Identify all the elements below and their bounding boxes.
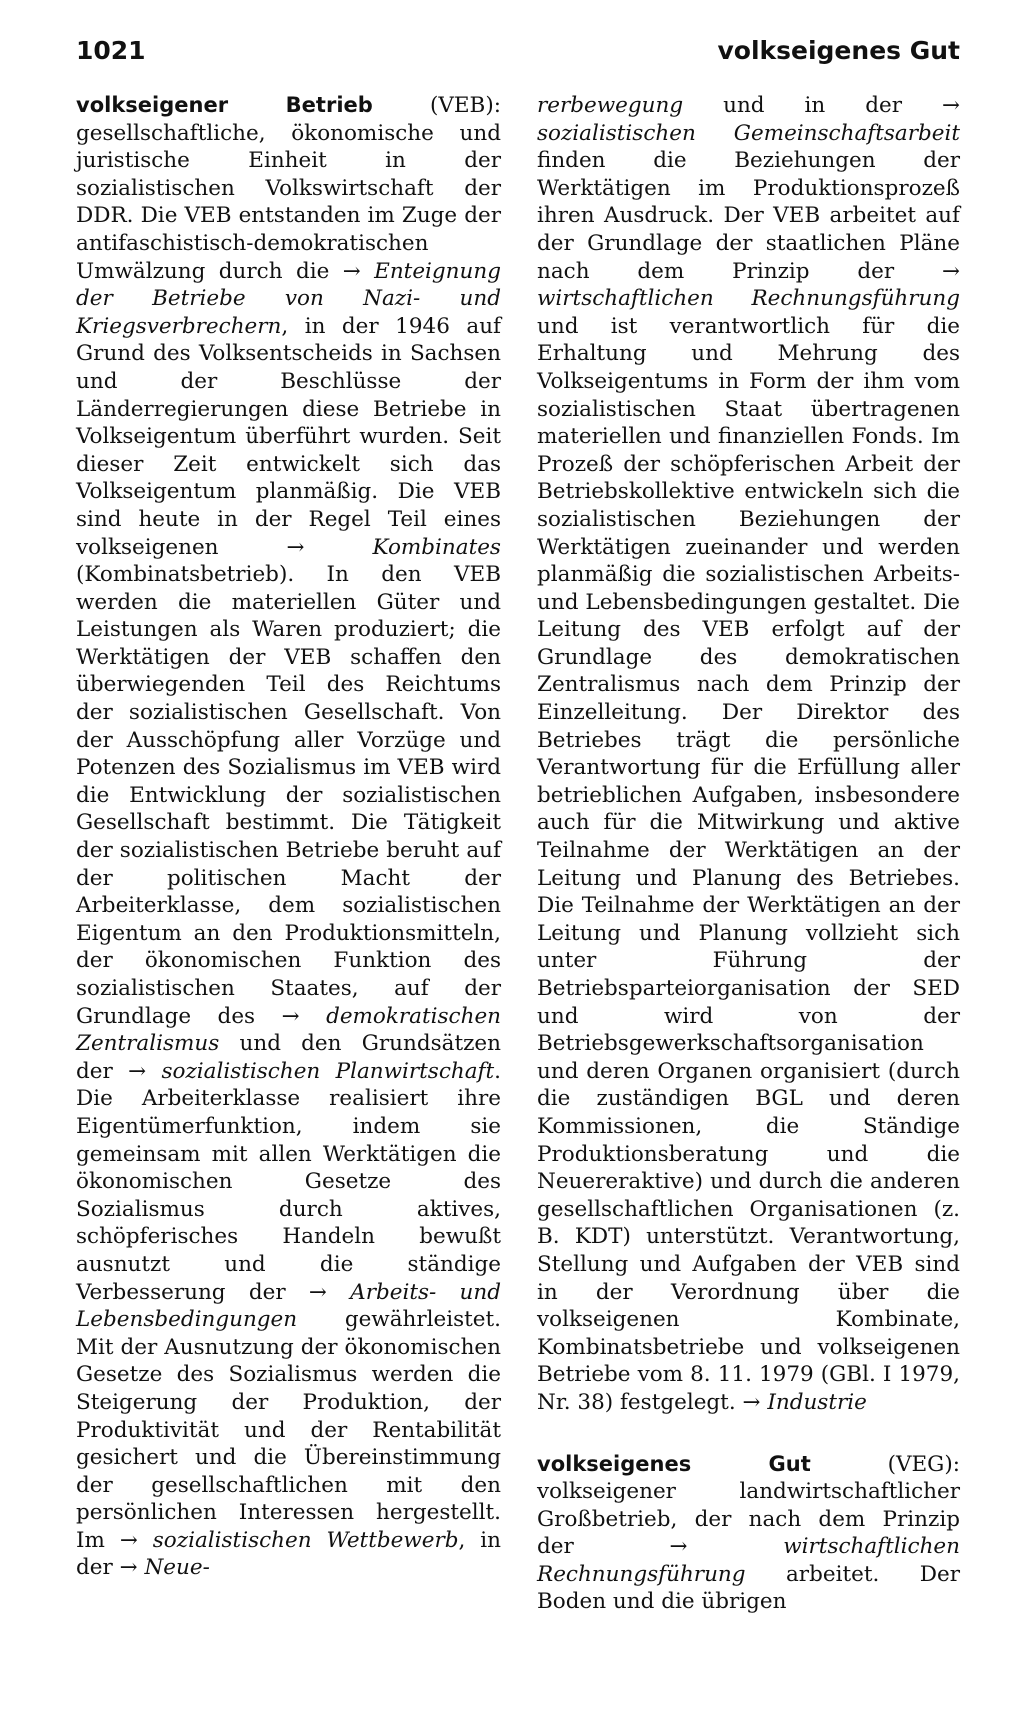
cross-reference[interactable]: Neue-: [144, 1555, 210, 1581]
entry-lemma: volkseigenes Gut: [537, 1451, 811, 1476]
cross-ref-arrow-icon: →: [281, 1003, 300, 1029]
entry-text: und in der: [683, 93, 942, 118]
cross-ref-arrow-icon: →: [941, 93, 960, 118]
entry-text: . Die Arbeiterklasse realisiert ihre Eigentümerfunktion, indem sie gemeinsam mit allen Werktätigen die ökonomischen Gesetze des Sozialismus durch aktives, schöpferisches Handeln bewußt ausnutzt und die ständige Verbesserung der: [76, 1058, 501, 1305]
entry-text: finden die Beziehungen der Werktätigen im Produktionsprozeß ihren Ausdruck. Der VEB arbeitet auf der Grundlage der staatlichen Pläne nach dem Prinzip der: [537, 148, 960, 284]
page-header: [76, 36, 960, 76]
cross-reference[interactable]: Kombinates: [372, 534, 501, 560]
column-left: [76, 92, 501, 1582]
cross-reference[interactable]: sozialistischen Wettbewerb: [152, 1527, 459, 1553]
cross-ref-arrow-icon: →: [308, 1279, 327, 1305]
cross-ref-arrow-icon: →: [669, 1534, 688, 1560]
entry-text: (VEG): volkseigener landwirtschaftlicher Großbetrieb, der nach dem Prinzip der: [537, 1451, 960, 1560]
cross-ref-arrow-icon: →: [342, 258, 361, 284]
cross-reference[interactable]: sozialistischen Gemeinschaftsarbeit: [537, 120, 960, 146]
cross-reference[interactable]: Industrie: [767, 1389, 867, 1415]
entry-text: und den Grundsätzen der: [76, 1031, 501, 1084]
cross-reference[interactable]: rerbewegung: [537, 93, 684, 118]
entry-text: gewährleistet. Mit der Ausnutzung der ökonomischen Gesetze des Sozialismus werden die Steigerung der Produktion, der Produktivität und der Rentabilität gesichert und die Übereinstimmung der gesellschaftlichen mit den persönlichen Interessen hergestellt. Im: [76, 1307, 501, 1553]
entry-volkseigener-betrieb: [76, 92, 501, 1582]
cross-ref-arrow-icon: →: [286, 534, 305, 560]
cross-ref-arrow-icon: →: [119, 1527, 138, 1553]
entry-text: (Kombinatsbetrieb). In den VEB werden die materiellen Güter und Leistungen als Waren produziert; die Werktätigen der VEB schaffen den überwiegenden Teil des Reichtums der sozialistischen Gesellschaft. Von der Ausschöpfung aller Vorzüge und Potenzen des Sozialismus im VEB wird die Entwicklung der sozialistischen Gesellschaft bestimmt. Die Tätigkeit der sozialistischen Betriebe beruht auf der politischen Macht der Arbeiterklasse, dem sozialistischen Eigentum an den Produktionsmitteln, der ökonomischen Funktion des sozialistischen Staates, auf der Grundlage des: [76, 562, 501, 1029]
column-right: [537, 92, 960, 1616]
cross-ref-arrow-icon: →: [119, 1555, 138, 1581]
entry-text: und ist verantwortlich für die Erhaltung und Mehrung des Volkseigentums in Form der ihm vom sozialistischen Staat übertragenen materiellen und finanziellen Fonds. Im Prozeß der schöpferischen Arbeit der Betriebskollektive entwickeln sich die sozialistischen Beziehungen der Werktätigen zueinander und werden planmäßig die sozialistischen Arbeits- und Lebensbedingungen gestaltet. Die Leitung des VEB erfolgt auf der Grundlage des demokratischen Zentralismus nach dem Prinzip der Einzelleitung. Der Direktor des Betriebes trägt die persönliche Verantwortung für die Erfüllung aller betrieblichen Aufgaben, insbesondere auch für die Mitwirkung und aktive Teilnahme der Werktätigen an der Leitung und Planung des Betriebes. Die Teilnahme der Werktätigen an der Leitung und Planung vollzieht sich unter Führung der Betriebsparteiorganisation der SED und wird von der Betriebsgewerkschaftsorganisation und deren Organen organisiert (durch die zuständigen BGL und deren Kommissionen, die Ständige Produktionsberatung und die Neuereraktive) und durch die anderen gesellschaftlichen Organisationen (z. B. KDT) unterstützt. Verantwortung, Stellung und Aufgaben der VEB sind in der Verordnung über die volkseigenen Kombinate, Kombinatsbetriebe und volkseigenen Betriebe vom 8. 11. 1979 (GBl. I 1979, Nr. 38) festgelegt.: [537, 313, 960, 1415]
cross-ref-arrow-icon: →: [128, 1058, 147, 1084]
cross-ref-arrow-icon: →: [742, 1389, 761, 1415]
cross-reference[interactable]: Enteignung der Betriebe von Nazi- und Kriegsverbrechern: [76, 258, 501, 339]
entry-text: , in der 1946 auf Grund des Volksentscheids in Sachsen und der Beschlüsse der Länderregierungen diese Betriebe in Volkseigentum überführt wurden. Seit dieser Zeit entwickelt sich das Volkseigentum planmäßig. Die VEB sind heute in der Regel Teil eines volkseigenen: [76, 313, 501, 560]
entry-text: , in der: [76, 1527, 501, 1581]
page-number: 1021: [76, 36, 146, 65]
cross-reference[interactable]: demokratischen Zentralismus: [76, 1003, 502, 1057]
entry-text: arbeitet. Der Boden und die übrigen: [537, 1561, 960, 1615]
cross-reference[interactable]: Arbeits- und Lebensbedingungen: [76, 1279, 502, 1333]
cross-reference[interactable]: wirtschaftlichen Rechnungsführung: [537, 286, 960, 312]
running-head: volkseigenes Gut: [717, 36, 960, 65]
cross-ref-arrow-icon: →: [941, 258, 960, 284]
cross-reference[interactable]: wirtschaftlichen Rechnungsführung: [537, 1534, 960, 1587]
entry-text: (VEB): gesellschaftliche, ökonomische und juristische Einheit in der sozialistischen Volkswirtschaft der DDR. Die VEB entstanden im Zuge der antifaschistisch-demokratischen Umwälzung durch die: [76, 93, 501, 284]
cross-reference[interactable]: sozialistischen Planwirtschaft: [161, 1058, 495, 1084]
entry-volkseigener-betrieb-continued: [537, 92, 960, 1417]
entry-volkseigenes-gut: [537, 1451, 960, 1617]
entry-lemma: volkseigener Betrieb: [76, 93, 373, 117]
